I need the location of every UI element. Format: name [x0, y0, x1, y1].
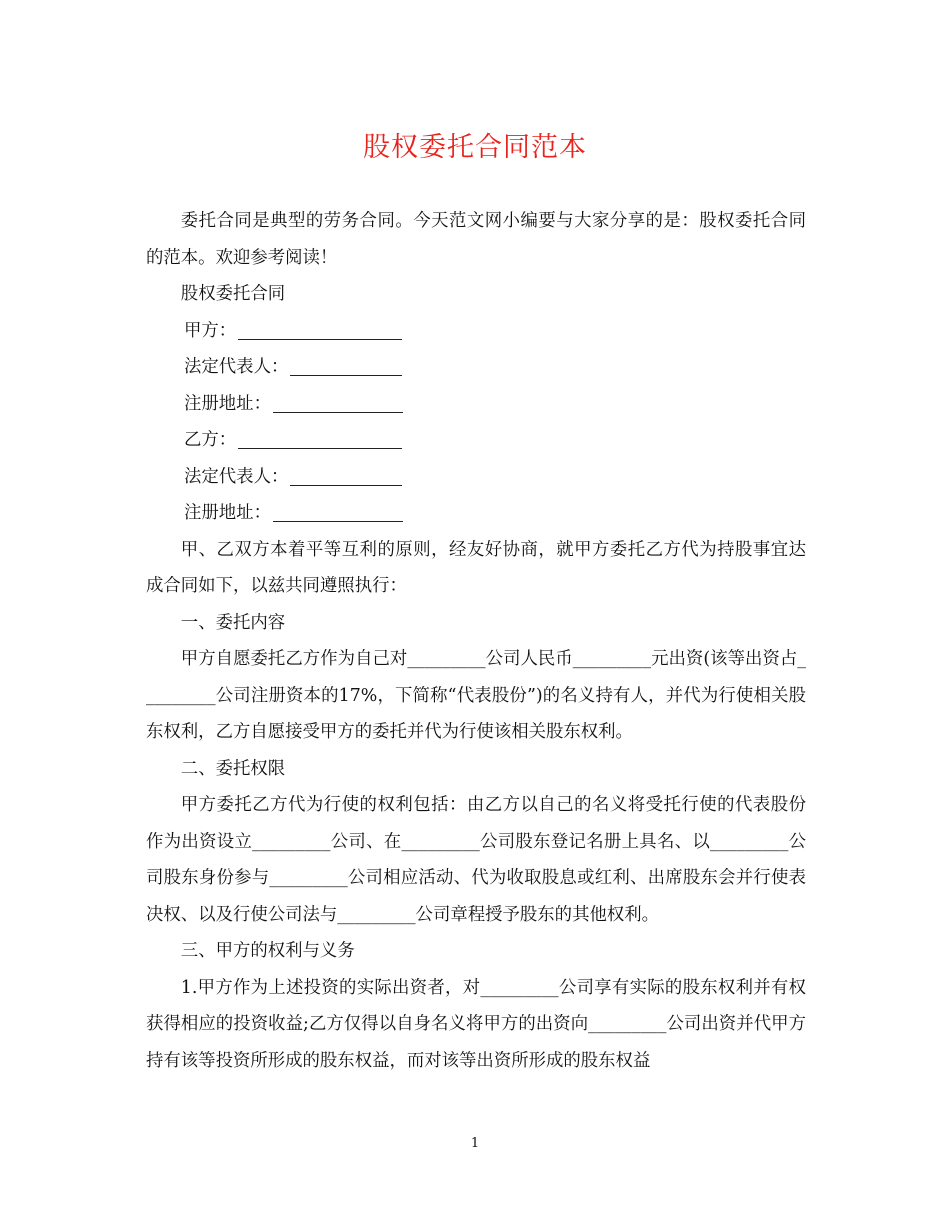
- section-2-heading: 二、委托权限: [180, 758, 286, 779]
- document-title: 股权委托合同范本: [363, 132, 587, 163]
- party-b-rep-field: [146, 459, 806, 496]
- intro-paragraph: 委托合同是典型的劳务合同。今天范文网小编要与大家分享的是：股权委托合同的范本。欢迎参考阅读！: [146, 211, 806, 268]
- party-a-address-label: 注册地址：: [184, 393, 271, 414]
- document-body: [146, 203, 806, 1079]
- section-3-heading: 三、甲方的权利与义务: [180, 941, 355, 961]
- section-1-paragraph: 甲方自愿委托乙方作为自己对_________公司人民币_________元出资(该等出资占_________公司注册资本的17%，下简称“代表股份”)的名义持有人，并代为行使相关股东权利，乙方自愿接受甲方的委托并代为行使该相关股东权利。: [146, 649, 806, 742]
- party-a-address-field: [146, 386, 806, 423]
- section-3-item-1: 1.甲方作为上述投资的实际出资者，对_________公司享有实际的股东权利并有权获得相应的投资收益;乙方仅得以自身名义将甲方的出资向_________公司出资并代甲方持有该等投资所形成的股东权益，而对该等出资所形成的股东权益: [146, 977, 806, 1071]
- party-a-field: [146, 313, 806, 350]
- party-b-rep-label: 法定代表人：: [184, 466, 289, 487]
- party-b-address-blank: [273, 499, 403, 522]
- party-a-rep-field: [146, 349, 806, 386]
- party-b-label: 乙方：: [184, 430, 237, 450]
- party-a-rep-blank: [290, 353, 402, 376]
- party-b-address-label: 注册地址：: [184, 503, 271, 523]
- party-a-rep-label: 法定代表人：: [184, 357, 289, 377]
- contract-name: 股权委托合同: [180, 284, 286, 304]
- section-1-heading: 一、委托内容: [180, 612, 286, 633]
- party-a-blank: [238, 317, 402, 340]
- party-b-blank: [238, 426, 402, 449]
- preamble-paragraph: 甲、乙双方本着平等互利的原则，经友好协商，就甲方委托乙方代为持股事宜达成合同如下，以兹共同遵照执行：: [146, 539, 806, 596]
- party-a-label: 甲方：: [184, 320, 237, 341]
- section-2-paragraph: 甲方委托乙方代为行使的权利包括：由乙方以自己的名义将受托行使的代表股份作为出资设立_________公司、在_________公司股东登记名册上具名、以_________公司股东身份参与_________公司相应活动、代为收取股息或红利、出席股东会并行使表决权、以及行使公司法与_________公司章程授予股东的其他权利。: [146, 795, 806, 925]
- party-b-rep-blank: [290, 463, 402, 486]
- party-b-address-field: [146, 495, 806, 532]
- party-a-address-blank: [273, 390, 403, 413]
- page-number: 1: [470, 1136, 480, 1151]
- party-b-field: [146, 422, 806, 459]
